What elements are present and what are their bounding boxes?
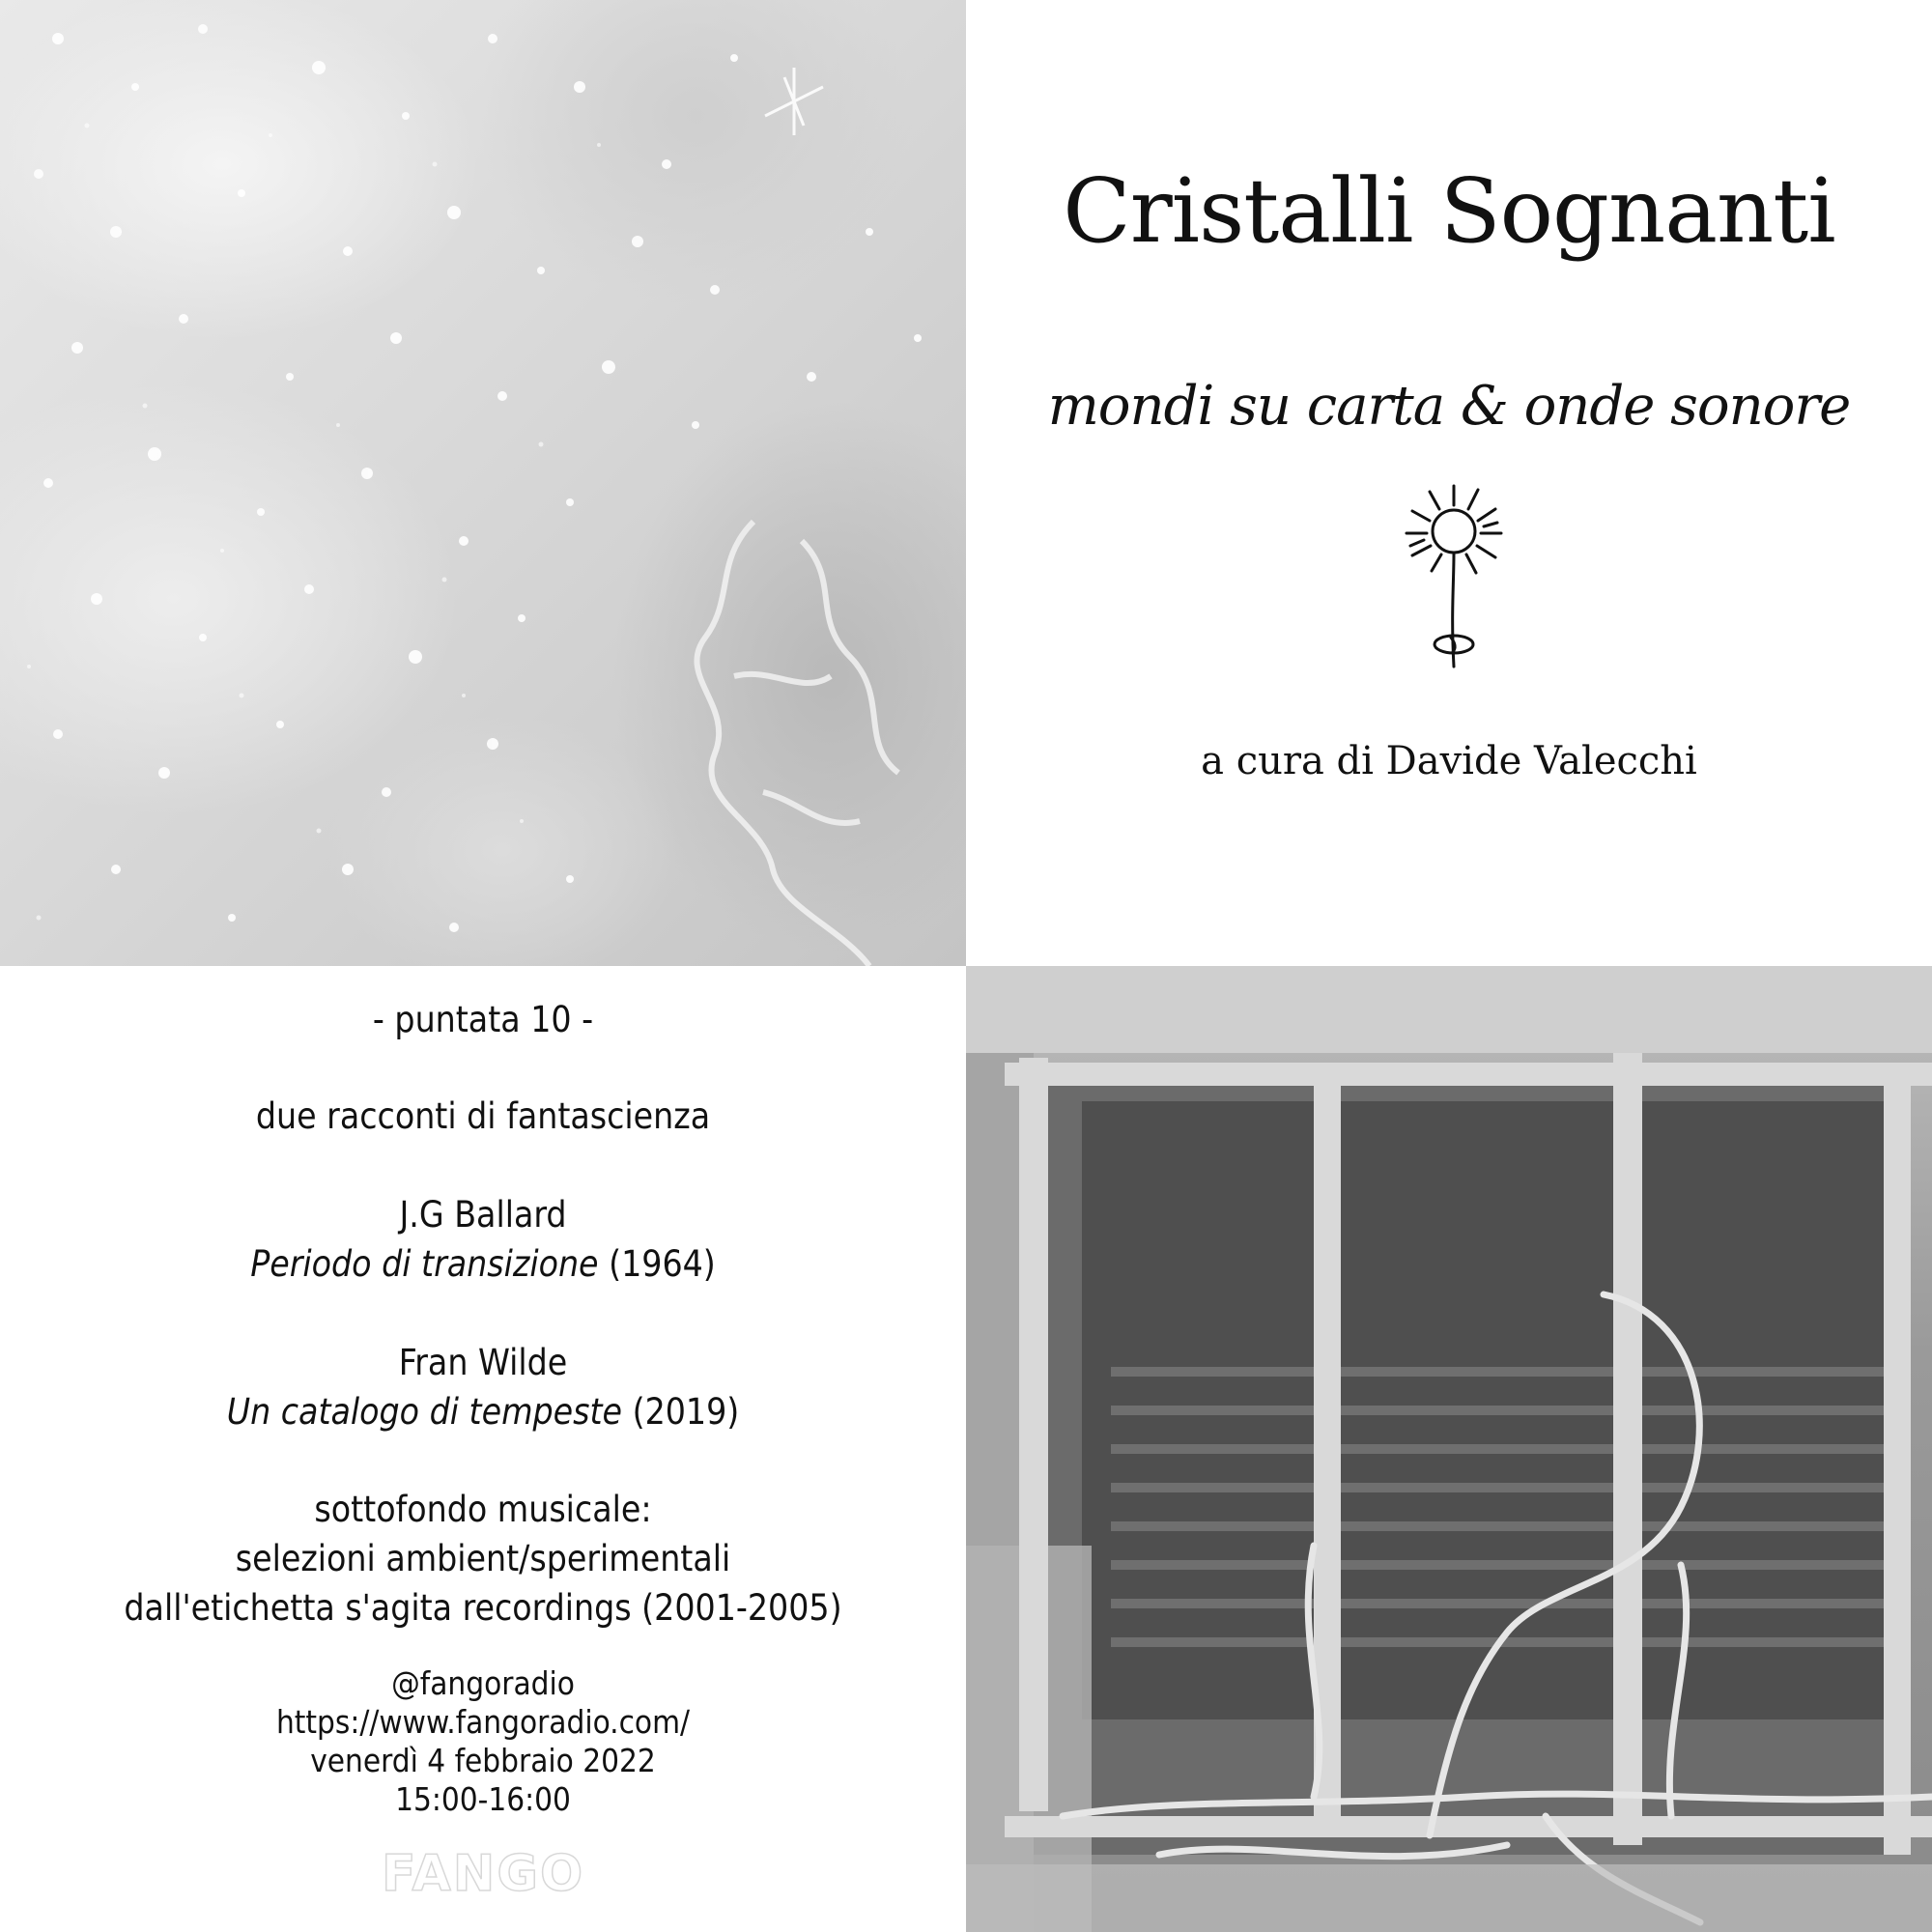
sun-flower-icon xyxy=(1401,478,1507,686)
music-line-1: selezioni ambient/sperimentali xyxy=(235,1538,731,1579)
starfield-texture xyxy=(0,0,966,966)
broadcast-date: venerdì 4 febbraio 2022 xyxy=(310,1742,656,1779)
story-year: (2019) xyxy=(632,1391,740,1433)
music-line-2: dall'etichetta s'agita recordings (2001-2005) xyxy=(124,1587,842,1629)
episode-label xyxy=(0,995,966,1044)
story-title: Periodo di transizione xyxy=(250,1243,599,1285)
starfield-image xyxy=(0,0,966,966)
episode-number: - puntata 10 - xyxy=(372,999,594,1040)
story-wilde xyxy=(0,1338,966,1436)
music-heading: sottofondo musicale: xyxy=(314,1489,652,1530)
story-title: Un catalogo di tempeste xyxy=(226,1391,622,1433)
broadcast-time: 15:00-16:00 xyxy=(395,1780,571,1818)
social-handle: @fangoradio xyxy=(391,1664,575,1702)
window-grate-image xyxy=(966,966,1932,1932)
window-grate-texture xyxy=(966,966,1932,1932)
story-title-line xyxy=(0,1239,966,1289)
poster-title: Cristalli Sognanti xyxy=(1063,159,1835,263)
story-year: (1964) xyxy=(609,1243,716,1285)
story-ballard xyxy=(0,1190,966,1289)
poster-subtitle: mondi su carta & onde sonore xyxy=(1047,375,1851,438)
curator-credit: a cura di Davide Valecchi xyxy=(1201,739,1697,783)
episode-info-panel xyxy=(0,966,966,1932)
contact-block xyxy=(0,1664,966,1819)
title-panel xyxy=(966,0,1932,966)
music-credits xyxy=(0,1485,966,1633)
story-author: J.G Ballard xyxy=(399,1194,567,1236)
starfield-stars xyxy=(0,0,966,966)
story-author: Fran Wilde xyxy=(398,1342,568,1383)
window-grate-drawing xyxy=(966,966,1932,1932)
story-title-line xyxy=(0,1387,966,1436)
episode-description xyxy=(0,1092,966,1141)
website-url: https://www.fangoradio.com/ xyxy=(275,1703,691,1741)
description-text: due racconti di fantascienza xyxy=(255,1095,711,1137)
fango-watermark: FANGO xyxy=(382,1845,585,1903)
